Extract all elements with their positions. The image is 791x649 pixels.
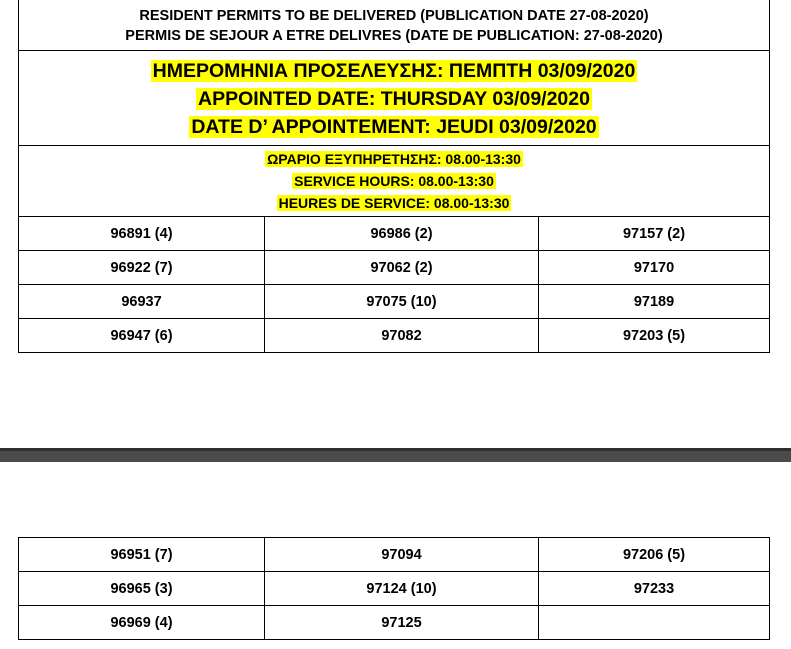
- permit-number: 97125: [265, 606, 539, 640]
- table-row: [19, 285, 770, 319]
- permit-number: 96969 (4): [19, 606, 265, 640]
- appointment-row: [19, 51, 770, 146]
- publication-fr: PERMIS DE SEJOUR A ETRE DELIVRES (DATE DE PUBLICATION: 27-08-2020): [125, 27, 663, 44]
- permit-number: 96951 (7): [19, 538, 265, 572]
- appointment-cell: [19, 51, 770, 146]
- permit-number: 96937: [19, 285, 265, 319]
- permit-number: 96891 (4): [19, 217, 265, 251]
- permit-number: 97157 (2): [539, 217, 770, 251]
- table-row: [19, 572, 770, 606]
- appointment-fr: DATE D’ APPOINTEMENT: JEUDI 03/09/2020: [191, 116, 597, 138]
- permit-number: 97075 (10): [265, 285, 539, 319]
- service-hours-row: [19, 146, 770, 217]
- publication-row: [19, 0, 770, 51]
- appointment-gr: ΗΜΕΡΟΜΗΝΙΑ ΠΡΟΣΕΛΕΥΣΗΣ: ΠΕΜΠΤΗ 03/09/2020: [152, 60, 636, 82]
- table-row: [19, 217, 770, 251]
- permit-number: 97094: [265, 538, 539, 572]
- permit-number: 97124 (10): [265, 572, 539, 606]
- permit-number: 96947 (6): [19, 319, 265, 353]
- table-row: [19, 538, 770, 572]
- permit-number: 97062 (2): [265, 251, 539, 285]
- table-row: [19, 319, 770, 353]
- permit-number: [539, 606, 770, 640]
- service-hours-cell: [19, 146, 770, 217]
- permit-number: 96986 (2): [265, 217, 539, 251]
- permits-table-page-2: [18, 537, 770, 640]
- permit-number: 97233: [539, 572, 770, 606]
- permits-table-page-1: [18, 0, 770, 353]
- appointment-en: APPOINTED DATE: THURSDAY 03/09/2020: [198, 88, 590, 110]
- permit-number: 97189: [539, 285, 770, 319]
- permit-number: 97082: [265, 319, 539, 353]
- table-row: [19, 251, 770, 285]
- permit-number: 97206 (5): [539, 538, 770, 572]
- hours-gr: ΩΡΑΡΙΟ ΕΞΥΠΗΡΕΤΗΣΗΣ: 08.00-13:30: [267, 151, 521, 167]
- permit-number: 97170: [539, 251, 770, 285]
- page-break-edge: [0, 448, 791, 451]
- hours-fr: HEURES DE SERVICE: 08.00-13:30: [278, 195, 510, 211]
- hours-en: SERVICE HOURS: 08.00-13:30: [294, 173, 494, 189]
- permit-number: 97203 (5): [539, 319, 770, 353]
- table-row: [19, 606, 770, 640]
- publication-cell: [19, 0, 770, 51]
- permit-number: 96922 (7): [19, 251, 265, 285]
- publication-en: RESIDENT PERMITS TO BE DELIVERED (PUBLICATION DATE 27-08-2020): [139, 7, 649, 24]
- permit-number: 96965 (3): [19, 572, 265, 606]
